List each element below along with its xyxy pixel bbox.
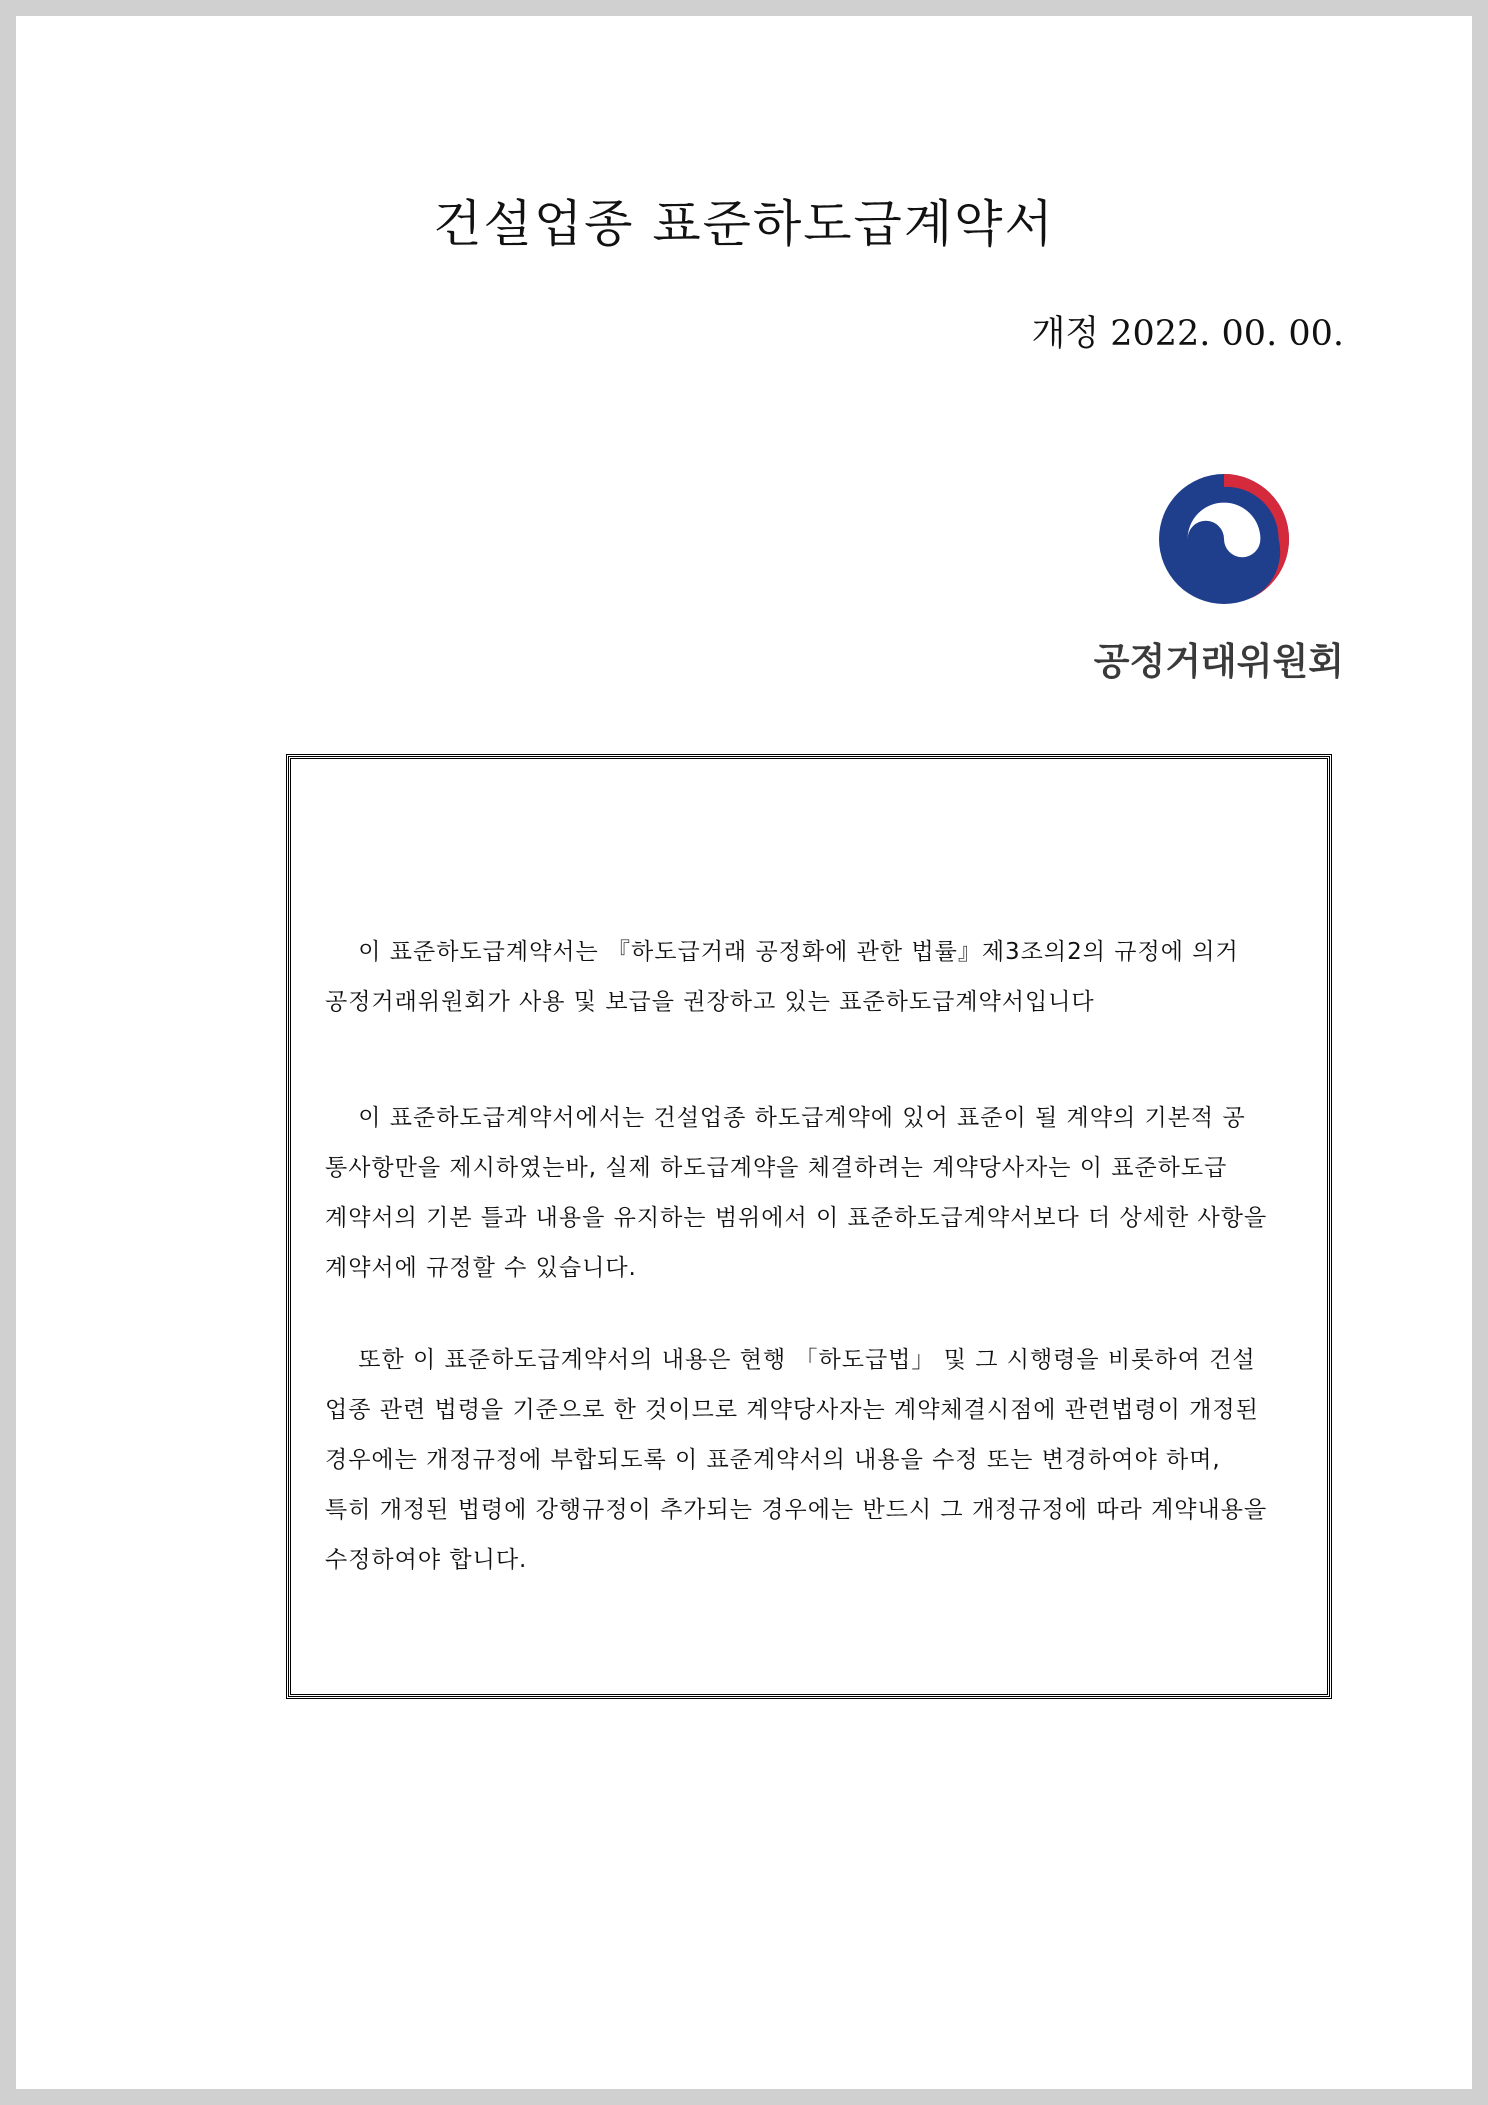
notice-line: 이 표준하도급계약서에서는 건설업종 하도급계약에 있어 표준이 될 계약의 기본적 공	[325, 1105, 1246, 1131]
notice-line: 특히 개정된 법령에 강행규정이 추가되는 경우에는 반드시 그 개정규정에 따라 계약내용을	[325, 1497, 1268, 1523]
ftc-emblem-icon	[1159, 474, 1289, 604]
notice-line: 업종 관련 법령을 기준으로 한 것이므로 계약당사자는 계약체결시점에 관련법령이 개정된	[325, 1397, 1259, 1423]
notice-line: 수정하여야 합니다.	[325, 1547, 528, 1573]
notice-line: 또한 이 표준하도급계약서의 내용은 현행 「하도급법」 및 그 시행령을 비롯하여 건설	[325, 1347, 1256, 1373]
notice-paragraph	[325, 1093, 1325, 1293]
notice-line: 계약서에 규정할 수 있습니다.	[325, 1255, 637, 1281]
notice-box	[288, 756, 1330, 1697]
agency-logo-text: 공정거래위원회	[1093, 640, 1344, 683]
notice-paragraph	[325, 1335, 1325, 1585]
notice-line: 공정거래위원회가 사용 및 보급을 권장하고 있는 표준하도급계약서입니다	[325, 989, 1095, 1015]
document-title: 건설업종 표준하도급계약서	[433, 195, 1055, 253]
notice-line: 통사항만을 제시하였는바, 실제 하도급계약을 체결하려는 계약당사자는 이 표준하도급	[325, 1155, 1228, 1181]
notice-line: 계약서의 기본 틀과 내용을 유지하는 범위에서 이 표준하도급계약서보다 더 상세한 사항을	[325, 1205, 1268, 1231]
notice-paragraph	[325, 927, 1325, 1027]
revision-date: 개정 2022. 00. 00.	[1031, 314, 1344, 354]
notice-line: 이 표준하도급계약서는 『하도급거래 공정화에 관한 법률』제3조의2의 규정에 의거	[325, 939, 1239, 965]
notice-line: 경우에는 개정규정에 부합되도록 이 표준계약서의 내용을 수정 또는 변경하여야 하며,	[325, 1447, 1221, 1473]
document-page	[16, 16, 1472, 2089]
